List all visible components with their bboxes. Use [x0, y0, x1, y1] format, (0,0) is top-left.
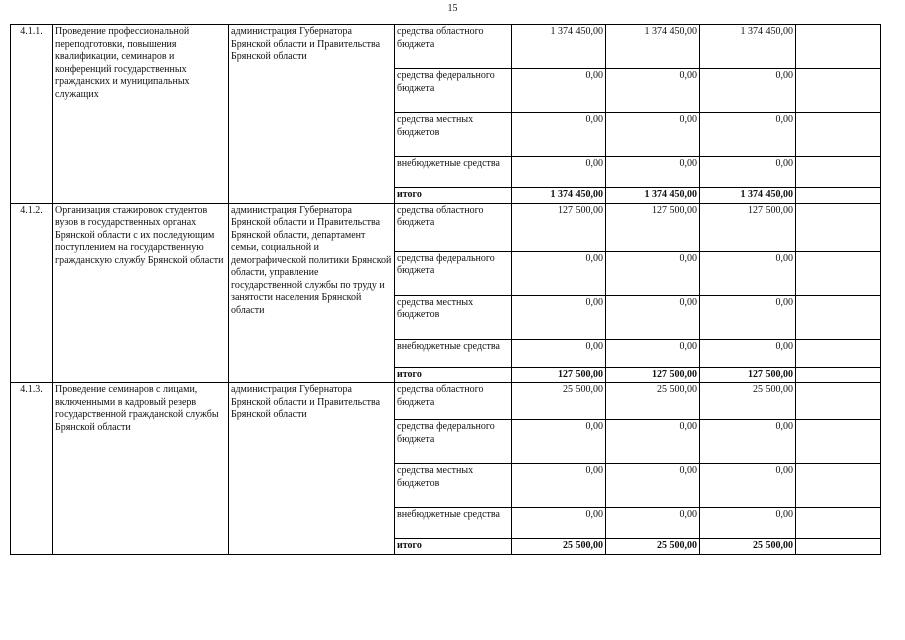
empty-cell [796, 420, 881, 464]
item-number: 4.1.2. [11, 203, 53, 383]
funding-source: внебюджетные средства [395, 339, 512, 367]
budget-table-body [11, 25, 881, 555]
empty-cell [796, 539, 881, 555]
empty-cell [796, 339, 881, 367]
amount-year-3: 25 500,00 [700, 383, 796, 420]
funding-source: средства областного бюджета [395, 383, 512, 420]
budget-table [10, 24, 881, 555]
empty-cell [796, 367, 881, 383]
amount-year-3: 0,00 [700, 157, 796, 188]
item-description: Проведение профессиональной переподготовки, повышения квалификации, семинаров и конференций государственных гражданских и муниципальных служащих [53, 25, 229, 204]
funding-row [11, 383, 881, 420]
amount-year-3: 0,00 [700, 508, 796, 539]
amount-year-3: 127 500,00 [700, 367, 796, 383]
amount-year-2: 0,00 [606, 420, 700, 464]
funding-source: средства федерального бюджета [395, 69, 512, 113]
amount-year-1: 0,00 [512, 295, 606, 339]
empty-cell [796, 383, 881, 420]
amount-year-2: 25 500,00 [606, 539, 700, 555]
empty-cell [796, 157, 881, 188]
amount-year-2: 0,00 [606, 157, 700, 188]
amount-year-3: 0,00 [700, 113, 796, 157]
item-description: Проведение семинаров с лицами, включенными в кадровый резерв государственной гражданской службы Брянской области [53, 383, 229, 555]
amount-year-3: 0,00 [700, 69, 796, 113]
amount-year-3: 25 500,00 [700, 539, 796, 555]
funding-source: внебюджетные средства [395, 157, 512, 188]
amount-year-3: 0,00 [700, 251, 796, 295]
funding-source: средства федерального бюджета [395, 420, 512, 464]
amount-year-2: 1 374 450,00 [606, 188, 700, 204]
amount-year-1: 127 500,00 [512, 203, 606, 251]
funding-source: средства местных бюджетов [395, 464, 512, 508]
amount-year-2: 1 374 450,00 [606, 25, 700, 69]
item-executor: администрация Губернатора Брянской области и Правительства Брянской области [229, 383, 395, 555]
total-label: итого [395, 367, 512, 383]
amount-year-1: 0,00 [512, 464, 606, 508]
amount-year-3: 1 374 450,00 [700, 25, 796, 69]
amount-year-1: 0,00 [512, 251, 606, 295]
amount-year-3: 0,00 [700, 464, 796, 508]
amount-year-2: 0,00 [606, 251, 700, 295]
amount-year-1: 0,00 [512, 69, 606, 113]
funding-source: средства федерального бюджета [395, 251, 512, 295]
amount-year-1: 0,00 [512, 113, 606, 157]
page-number: 15 [447, 3, 458, 14]
item-executor: администрация Губернатора Брянской области и Правительства Брянской области, департамент семьи, социальной и демографической политики Брянской области, управление государственной службы по труду и занятости населения Брянской области [229, 203, 395, 383]
amount-year-1: 0,00 [512, 339, 606, 367]
amount-year-3: 0,00 [700, 420, 796, 464]
amount-year-2: 0,00 [606, 113, 700, 157]
amount-year-1: 0,00 [512, 508, 606, 539]
amount-year-1: 0,00 [512, 157, 606, 188]
amount-year-1: 0,00 [512, 420, 606, 464]
item-description: Организация стажировок студентов вузов в государственных органах Брянской области с их последующим поступлением на государственную гражданскую службу Брянской области [53, 203, 229, 383]
empty-cell [796, 69, 881, 113]
item-executor: администрация Губернатора Брянской области и Правительства Брянской области [229, 25, 395, 204]
amount-year-3: 0,00 [700, 295, 796, 339]
funding-source: средства местных бюджетов [395, 295, 512, 339]
empty-cell [796, 113, 881, 157]
amount-year-3: 0,00 [700, 339, 796, 367]
amount-year-1: 1 374 450,00 [512, 188, 606, 204]
amount-year-2: 0,00 [606, 508, 700, 539]
amount-year-3: 127 500,00 [700, 203, 796, 251]
amount-year-2: 127 500,00 [606, 367, 700, 383]
item-number: 4.1.3. [11, 383, 53, 555]
amount-year-2: 0,00 [606, 69, 700, 113]
total-label: итого [395, 188, 512, 204]
funding-row [11, 25, 881, 69]
item-number: 4.1.1. [11, 25, 53, 204]
amount-year-1: 25 500,00 [512, 539, 606, 555]
amount-year-1: 25 500,00 [512, 383, 606, 420]
empty-cell [796, 203, 881, 251]
empty-cell [796, 508, 881, 539]
empty-cell [796, 25, 881, 69]
funding-source: внебюджетные средства [395, 508, 512, 539]
amount-year-2: 0,00 [606, 464, 700, 508]
empty-cell [796, 295, 881, 339]
empty-cell [796, 464, 881, 508]
funding-source: средства местных бюджетов [395, 113, 512, 157]
amount-year-2: 0,00 [606, 295, 700, 339]
amount-year-2: 25 500,00 [606, 383, 700, 420]
amount-year-3: 1 374 450,00 [700, 188, 796, 204]
total-label: итого [395, 539, 512, 555]
funding-source: средства областного бюджета [395, 203, 512, 251]
amount-year-1: 1 374 450,00 [512, 25, 606, 69]
funding-row [11, 203, 881, 251]
funding-source: средства областного бюджета [395, 25, 512, 69]
amount-year-1: 127 500,00 [512, 367, 606, 383]
amount-year-2: 0,00 [606, 339, 700, 367]
empty-cell [796, 188, 881, 204]
empty-cell [796, 251, 881, 295]
amount-year-2: 127 500,00 [606, 203, 700, 251]
